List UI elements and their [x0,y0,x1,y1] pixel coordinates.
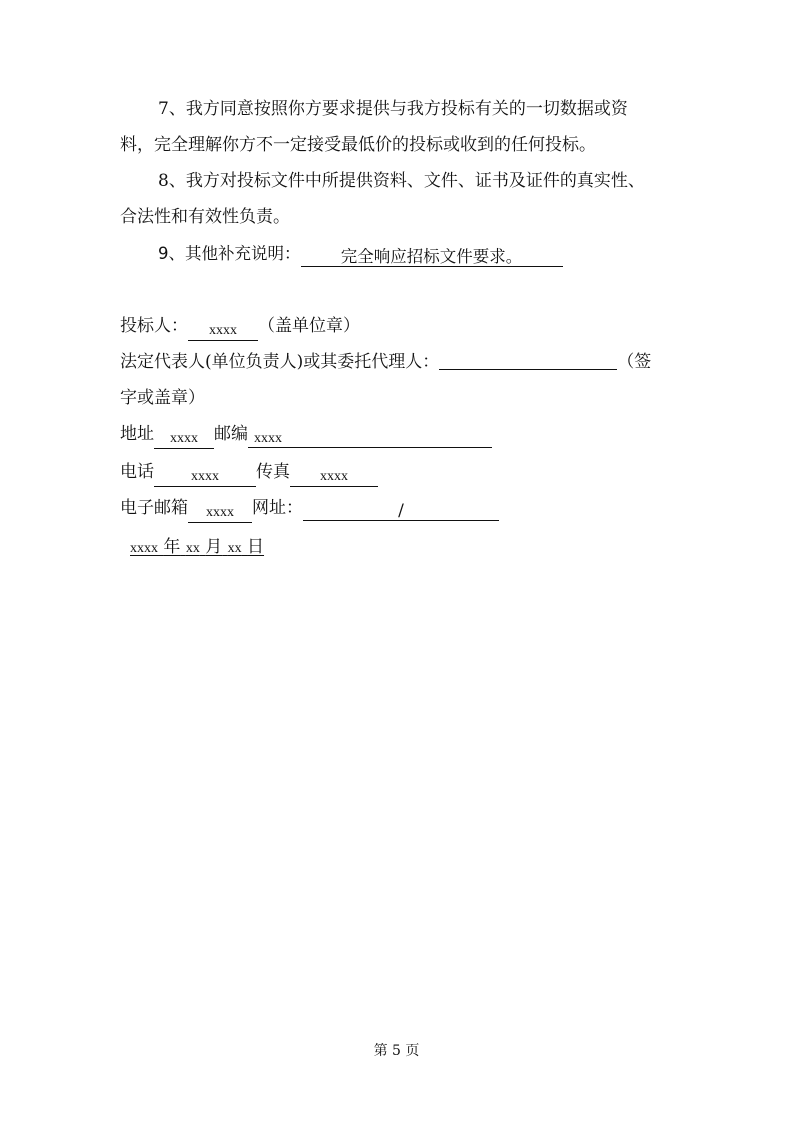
date-row [130,535,690,561]
fax-label: 传真 [256,462,290,482]
phone-fax-row [120,460,680,487]
email-value: xxxx [188,504,252,523]
legal-rep-suffix-b: 字或盖章） [120,388,205,408]
legal-rep-label: 法定代表人(单位负责人)或其委托代理人： [120,352,440,372]
paragraph-8-line-1: 8、我方对投标文件中所提供资料、文件、证书及证件的真实性、 [158,171,645,191]
legal-rep-suffix-a: （签 [617,352,652,372]
postcode-value: xxxx [248,430,492,448]
date-day: xx [227,541,242,556]
page-suffix: 页 [405,1043,420,1059]
page-prefix: 第 [373,1043,388,1059]
address-label: 地址 [120,424,154,444]
bidder-seal-note: （盖单位章） [258,316,360,336]
date-text [130,537,264,557]
fax-value: xxxx [290,468,378,487]
website-value: / [303,502,499,521]
email-label: 电子邮箱 [120,498,188,518]
bidder-label: 投标人： [120,316,188,336]
supplement-label: 9、其他补充说明： [158,244,301,263]
date-month-char: 月 [205,537,223,557]
postcode-label: 邮编 [214,424,248,444]
phone-label: 电话 [120,462,154,482]
page-footer [0,1040,793,1060]
date-day-char: 日 [247,537,265,557]
legal-rep-row [120,350,680,374]
address-row [120,422,680,449]
bidder-row [120,314,680,341]
paragraph-7-line-2: 料，完全理解你方不一定接受最低价的投标或收到的任何投标。 [120,135,596,155]
bidder-value: xxxx [188,322,258,341]
date-year: xxxx [130,541,158,556]
legal-rep-signature-blank [439,351,617,370]
paragraph-7-line-1: 7、我方同意按照你方要求提供与我方投标有关的一切数据或资 [158,99,628,119]
website-label: 网址： [252,498,303,518]
supplement-value: 完全响应招标文件要求。 [301,248,563,267]
address-value: xxxx [154,430,214,449]
date-year-char: 年 [163,537,181,557]
date-month: xx [185,541,200,556]
page-number: 5 [392,1043,401,1059]
paragraph-9 [158,242,718,267]
phone-value: xxxx [154,468,256,487]
email-website-row [120,496,680,523]
paragraph-8-line-2: 合法性和有效性负责。 [120,207,290,227]
